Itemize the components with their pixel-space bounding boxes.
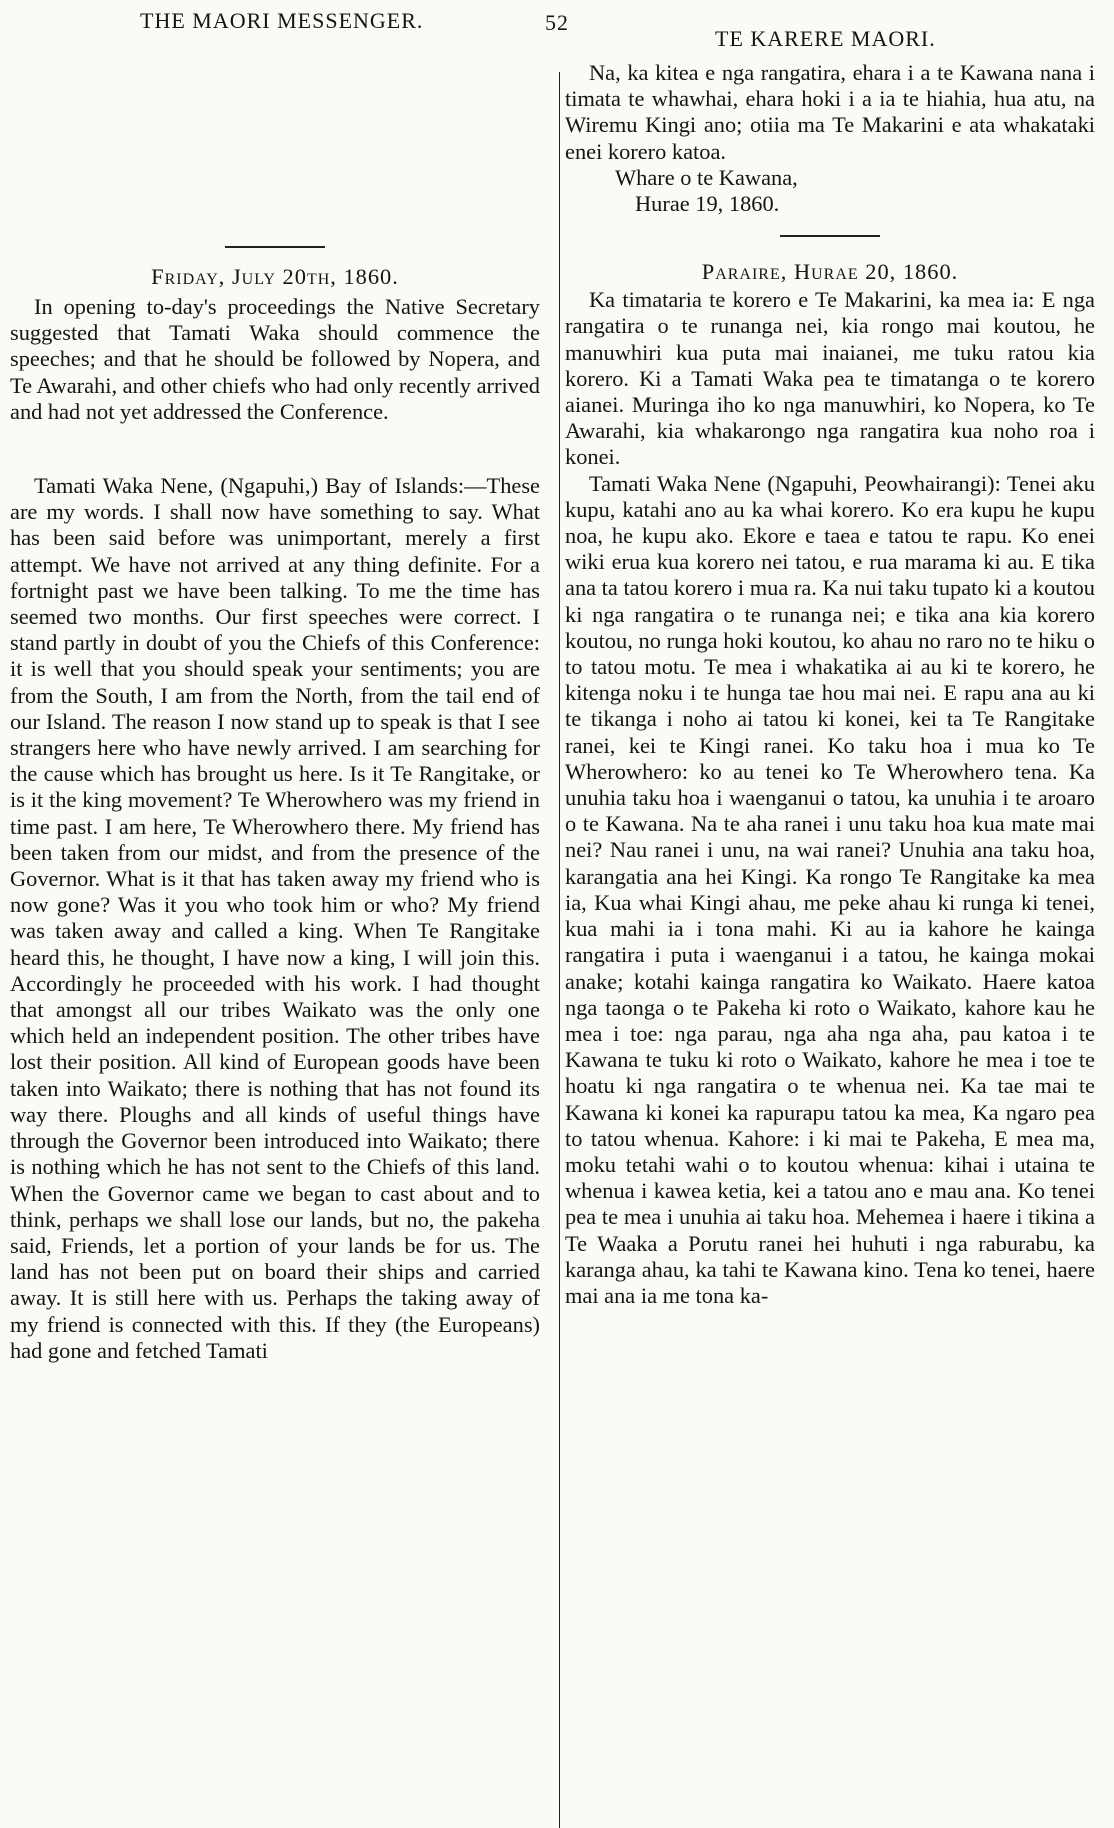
signature-date: Hurae 19, 1860. [635, 191, 780, 217]
masthead-english: THE MAORI MESSENGER. [140, 8, 424, 33]
page-number: 52 [545, 10, 569, 35]
english-column [10, 60, 540, 1828]
speech-paragraph: Tamati Waka Nene, (Ngapuhi,) Bay of Islands:—These are my words. I shall now have something to say. What has been said before was unimportant, merely a first attempt. We have not arrived at any thing definite. For a fortnight past we have been talking. To me the time has seemed two months. Our first speeches were correct. I stand partly in doubt of you the Chiefs of this Conference: it is well that you should speak your sentiments; you are from the South, I am from the North, from the tail end of our Island. The reason I now stand up to speak is that I see strangers here who have newly arrived. I am searching for the cause which has brought us here. Is it Te Rangitake, or is it the king movement? Te Wherowhero was my friend in time past. I am here, Te Wherowhero there. My friend has been taken from our midst, and from the presence of the Governor. What is it that has taken away my friend who is now gone? Was it you who took him or who? My friend was taken away and called a king. When Te Rangitake heard this, he thought, I have now a king, I will join this. Accordingly he proceeded with his work. I had thought that amongst all our tribes Waikato was the only one which held an independent position. The other tribes have lost their position. All kind of European goods have been taken into Waikato; there is nothing that has not found its way there. Ploughs and all kinds of useful things have through the Governor been introduced into Waikato; there is nothing which he has not sent to the Chiefs of this land. When the Governor came we began to cast about and to think, perhaps we shall lose our lands, but no, the pakeha said, Friends, let a portion of your lands be for us. The land has not been put on board their ships and carried away. It is still here with us. Perhaps the taking away of my friend is connected with this. If they (the Europeans) had gone and fetched Tamati [10, 473, 540, 1363]
masthead-maori: TE KARERE MAORI. [715, 26, 936, 51]
intro-paragraph: Ka timataria te korero e Te Makarini, ka mea ia: E nga rangatira o te runanga nei, kia rongo mai koutou, he manuwhiri kua puta mai inaianei, me tuku ratou kia korero. Ki a Tamati Waka pea te timatanga o te korero aianei. Muringa iho ko nga manuwhiri, ko Nopera, ko Te Awarahi, kia whakarongo nga rangatira kua noho roa i konei. [565, 287, 1095, 470]
opening-paragraph: Na, ka kitea e nga rangatira, ehara i a te Kawana nana i timata te whawhai, ehara hoki i a ia te hiahia, hua atu, na Wiremu Kingi ano; otiia ma Te Makarini e ata whakataki enei korero katoa. [565, 60, 1095, 164]
speech-paragraph: Tamati Waka Nene (Ngapuhi, Peowhairangi): Tenei aku kupu, katahi ano au ka whai korero. Ko era kupu he kupu noa, he kupu ako. Ekore e taea e tatou te rapu. Ko enei wiki erua kua korero nei tatou, e rua marama ki au. E tika ana ta tatou korero i mua ra. Ka nui taku tupato ki a koutou ki nga rangatira o te runanga nei; e tika ana kia korero koutou, no runga hoki koutou, ko ahau no raro no te hiku o to tatou motu. Te mea i whakatika ai au ki te korero, he kitenga noku i te hunga tae hou mai nei. E rapu ana au ki te tikanga i noho ai tatou ki konei, kei ta Te Rangitake ranei, kei te Kingi ranei. Ko taku hoa i mua ko Te Wherowhero: ko au tenei ko Te Wherowhero tena. Ka unuhia taku hoa i waenganui o tatou, ka unuhia i te aroaro o te Kawana. Na te aha ranei i unu taku hoa kua mate mai nei? Nau ranei i unu, na wai ranei? Unuhia ana taku hoa, karangatia ana hei Kingi. Ka rongo Te Rangitake ka mea ia, Kua whai Kingi ahau, me peke ahau ki runga ki tenei, kua mahi ia i tona mahi. Ki au ia kahore he kainga rangatira i puta i waenganui i a tatou, he kainga mokai anake; kotahi kainga rangatira ko Waikato. Haere katoa nga taonga o te Pakeha ki roto o Waikato, kahore kau he mea i toe: nga parau, nga aha nga aha, pau katoa i te Kawana te tuku ki roto o Waikato, kahore he mea i toe te hoatu ki nga rangatira o te whenua nei. Ka tae mai te Kawana ki konei ka rapurapu tatou ka mea, Ka ngaro pea to tatou whenua. Kahore: i ki mai te Pakeha, E mea ma, moku tetahi wahi o to koutou whenua: kihai i utaina te whenua i kawea ketia, kei a tatou ano e mau ana. Ko tenei pea te mea i unuhia ai taku hoa. Mehemea i haere i tikina a Te Waaka a Porutu ranei hei huhuti i nga raburabu, ka karanga ahau, ka tahi te Kawana kino. Tena ko tenei, haere mai ana ia me tona ka- [565, 470, 1095, 1308]
section-heading: Paraire, Hurae 20, 1860. [701, 259, 959, 285]
intro-paragraph: In opening to-day's proceedings the Native Secretary suggested that Tamati Waka should commence the speeches; and that he should be followed by Nopera, and Te Awarahi, and other chiefs who had only recently arrived and had not yet addressed the Conference. [10, 294, 540, 424]
maori-column [565, 60, 1095, 1828]
running-head [0, 4, 1114, 51]
section-heading: Friday, July 20th, 1860. [151, 264, 399, 289]
signature-place: Whare o te Kawana, [615, 164, 798, 190]
column-divider [559, 72, 560, 1828]
